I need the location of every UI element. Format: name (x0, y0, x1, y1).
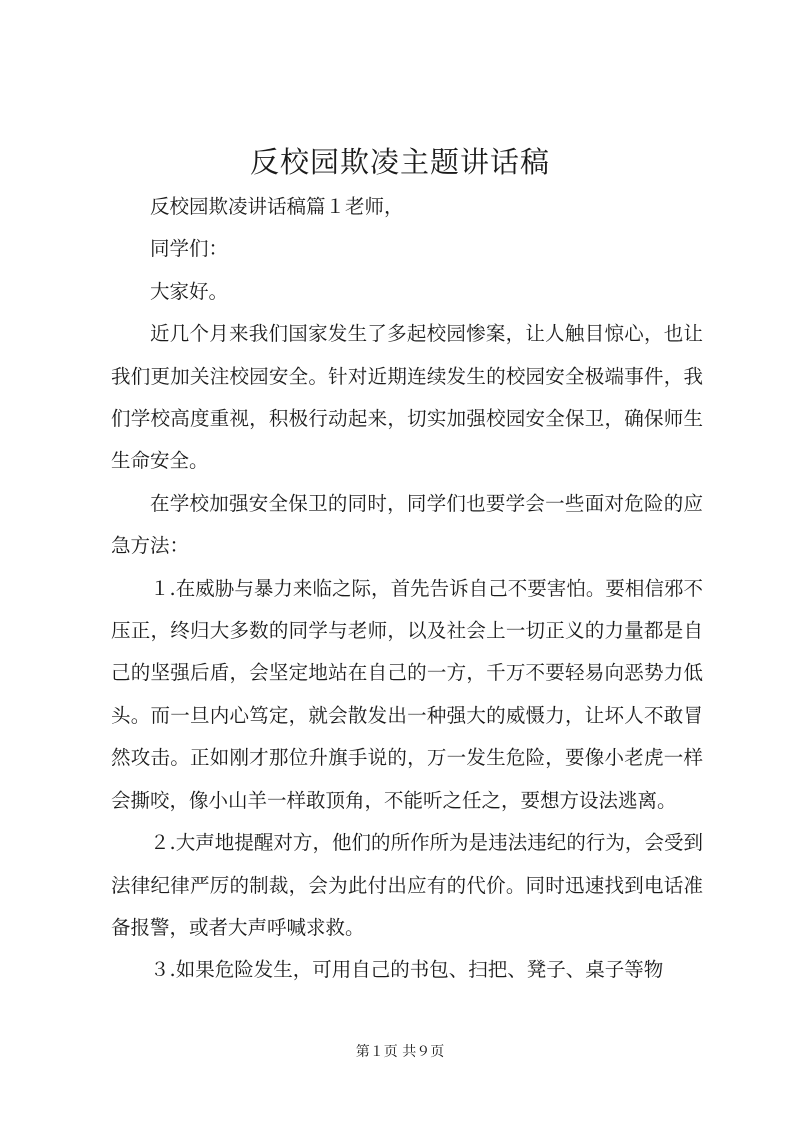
paragraph: 近几个月来我们国家发生了多起校园惨案，让人触目惊心，也让我们更加关注校园安全。针对近期连续发生的校园安全极端事件，我们学校高度重视，积极行动起来，切实加强校园安全保卫，确保师生生命安全。 (111, 322, 703, 473)
paragraph: ３.如果危险发生，可用自己的书包、扫把、凳子、桌子等物 (150, 958, 664, 982)
paragraph: 大家好。 (150, 279, 229, 303)
paragraph: 在学校加强安全保卫的同时，同学们也要学会一些面对危险的应急方法： (111, 491, 703, 558)
document-body (111, 186, 703, 992)
document-title: 反校园欺凌主题讲话稿 (249, 145, 550, 179)
paragraph: 反校园欺凌讲话稿篇１老师， (150, 195, 404, 218)
paragraph: 同学们： (150, 237, 229, 261)
paragraph: ２.大声地提醒对方，他们的所作所为是违法违纪的行为，会受到法律纪律严厉的制裁，会为此付出应有的代价。同时迅速找到电话准备报警，或者大声呼喊求救。 (111, 831, 703, 939)
page-footer: 第１页 共９页 (355, 1044, 445, 1060)
paragraph: １.在威胁与暴力来临之际，首先告诉自己不要害怕。要相信邪不压正，终归大多数的同学与老师，以及社会上一切正义的力量都是自己的坚强后盾，会坚定地站在自己的一方，千万不要轻易向恶势力低头。而一旦内心笃定，就会散发出一种强大的威慑力，让坏人不敢冒然攻击。正如刚才那位升旗手说的，万一发生危险，要像小老虎一样会撕咬，像小山羊一样敢顶角，不能听之任之，要想方设法逃离。 (111, 576, 703, 812)
